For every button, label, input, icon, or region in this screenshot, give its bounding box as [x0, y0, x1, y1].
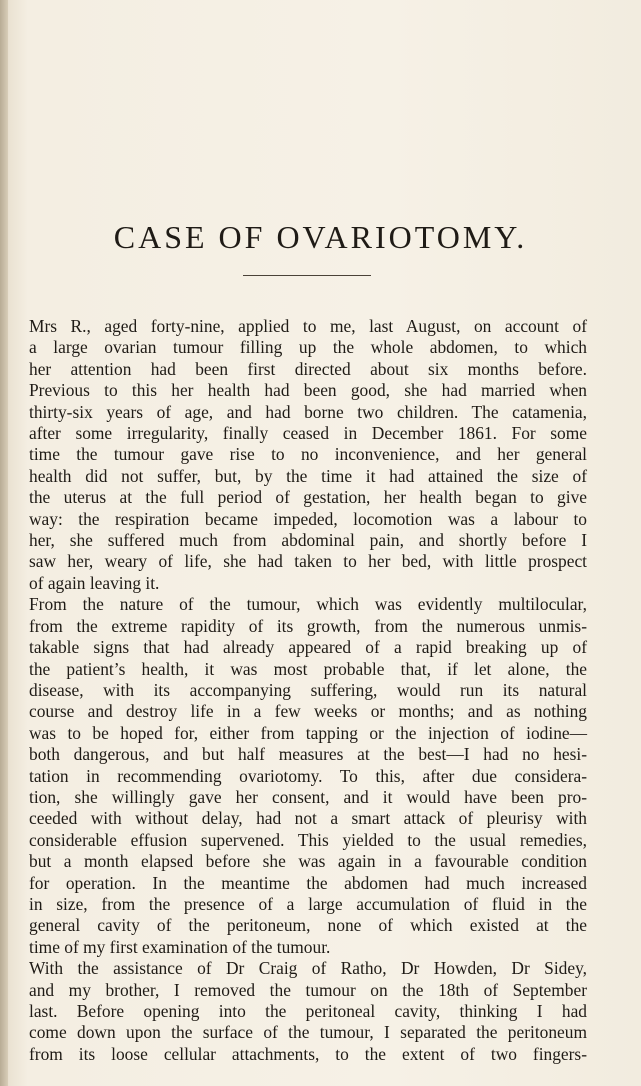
text-line: time of my first examination of the tumour. — [29, 936, 331, 957]
text-line: her attention had been first directed about six months before. — [29, 358, 587, 379]
page-title: CASE OF OVARIOTOMY. — [113, 219, 528, 256]
text-line: after some irregularity, finally ceased in December 1861. For some — [29, 423, 587, 444]
title-divider — [243, 275, 371, 276]
text-line: from its loose cellular attachments, to the extent of two fingers- — [29, 1043, 587, 1064]
text-line: tion, she willingly gave her consent, and it would have been pro- — [29, 786, 587, 807]
text-line: but a month elapsed before she was again in a favourable condition — [29, 851, 587, 872]
text-line: of again leaving it. — [29, 572, 160, 593]
text-line: was to be hoped for, either from tapping or the injection of iodine— — [29, 722, 587, 743]
text-line: a large ovarian tumour filling up the whole abdomen, to which — [29, 337, 587, 358]
text-line: health did not suffer, but, by the time it had attained the size of — [29, 465, 587, 486]
text-line: tation in recommending ovariotomy. To this, after due considera- — [29, 765, 587, 786]
text-line: ceeded with without delay, had not a smart attack of pleurisy with — [29, 808, 587, 829]
text-line: thirty-six years of age, and had borne two children. The catamenia, — [29, 401, 587, 422]
text-line: last. Before opening into the peritoneal cavity, thinking I had — [29, 1001, 587, 1021]
text-line: time the tumour gave rise to no inconvenience, and her general — [29, 444, 587, 465]
text-line: general cavity of the peritoneum, none of which existed at the — [29, 915, 587, 936]
text-line: the uterus at the full period of gestation, her health began to give — [29, 487, 587, 508]
text-line: both dangerous, and but half measures at the best—I had no hesi- — [29, 744, 587, 765]
text-line: for operation. In the meantime the abdomen had much increased — [29, 872, 587, 893]
text-line: the patient’s health, it was most probable that, if let alone, the — [29, 658, 587, 679]
text-line: and my brother, I removed the tumour on the 18th of September — [29, 979, 587, 1000]
body-text — [29, 316, 587, 1065]
text-line: Mrs R., aged forty-nine, applied to me, last August, on account of — [29, 316, 587, 336]
text-line: disease, with its accompanying suffering, would run its natural — [29, 679, 587, 700]
text-line: With the assistance of Dr Craig of Ratho, Dr Howden, Dr Sidey, — [29, 958, 587, 979]
text-line: saw her, weary of life, she had taken to her bed, with little prospect — [29, 551, 587, 572]
text-line: from the extreme rapidity of its growth, from the numerous unmis- — [29, 615, 587, 636]
text-line: From the nature of the tumour, which was evidently multilocular, — [29, 594, 587, 615]
text-line: way: the respiration became impeded, locomotion was a labour to — [29, 508, 587, 529]
text-line: come down upon the surface of the tumour, I separated the peritoneum — [29, 1022, 587, 1043]
page-spine-shadow — [0, 0, 8, 1086]
text-line: her, she suffered much from abdominal pain, and shortly before I — [29, 530, 587, 551]
text-line: Previous to this her health had been good, she had married when — [29, 380, 587, 401]
text-line: course and destroy life in a few weeks or months; and as nothing — [29, 701, 587, 722]
text-line: takable signs that had already appeared of a rapid breaking up of — [29, 637, 587, 658]
text-line: considerable effusion supervened. This yielded to the usual remedies, — [29, 829, 587, 850]
text-line: in size, from the presence of a large accumulation of fluid in the — [29, 893, 587, 914]
